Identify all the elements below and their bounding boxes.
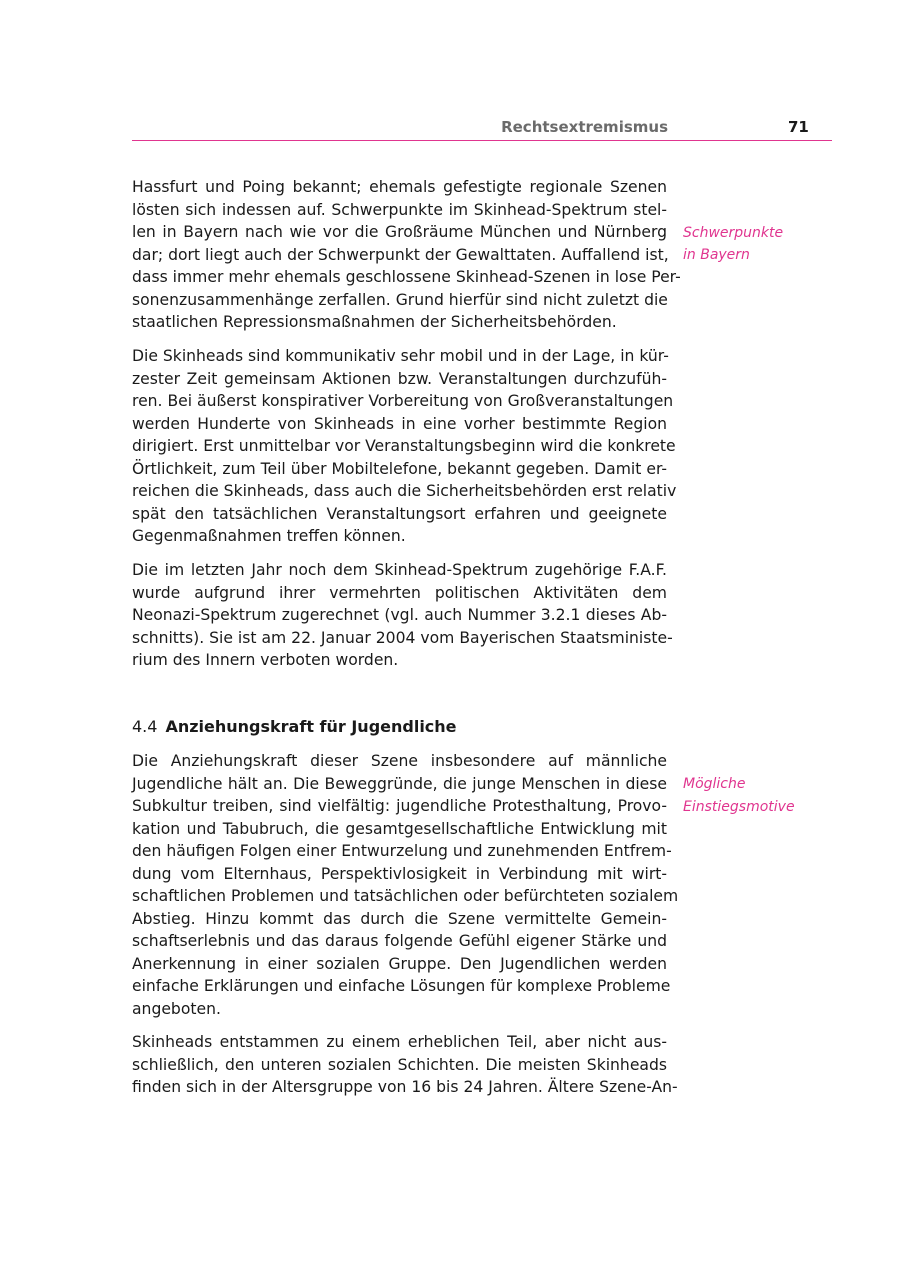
text-line: dung vom Elternhaus, Perspektivlosigkeit in Verbindung mit wirt- <box>132 865 667 883</box>
text-line: Subkultur treiben, sind vielfältig: jugendliche Protesthaltung, Provo- <box>132 797 667 815</box>
text-line: wurde aufgrund ihrer vermehrten politischen Aktivitäten dem <box>132 584 667 602</box>
text-line: dirigiert. Erst unmittelbar vor Veranstaltungsbeginn wird die konkrete <box>132 437 676 455</box>
text-line: Örtlichkeit, zum Teil über Mobiltelefone, bekannt gegeben. Damit er- <box>132 460 667 478</box>
text-line: lösten sich indessen auf. Schwerpunkte im Skinhead-Spektrum stel- <box>132 201 667 219</box>
text-line: schnitts). Sie ist am 22. Januar 2004 vom Bayerischen Staatsministe- <box>132 629 673 647</box>
text-line: Skinheads entstammen zu einem erheblichen Teil, aber nicht aus- <box>132 1033 667 1051</box>
text-line: rium des Innern verboten worden. <box>132 651 399 669</box>
text-line: reichen die Skinheads, dass auch die Sicherheitsbehörden erst relativ <box>132 482 677 500</box>
margin-note-line: Mögliche <box>683 776 746 792</box>
text-line: zester Zeit gemeinsam Aktionen bzw. Veranstaltungen durchzufüh- <box>132 370 667 388</box>
text-line: Die im letzten Jahr noch dem Skinhead-Spektrum zugehörige F.A.F. <box>132 561 667 579</box>
text-line: len in Bayern nach wie vor die Großräume München und Nürnberg <box>132 223 667 241</box>
text-line: ren. Bei äußerst konspirativer Vorbereitung von Großveranstaltungen <box>132 392 674 410</box>
text-line: Neonazi-Spektrum zugerechnet (vgl. auch Nummer 3.2.1 dieses Ab- <box>132 606 667 624</box>
text-line: dar; dort liegt auch der Schwerpunkt der Gewalttaten. Auffallend ist, <box>132 246 669 264</box>
text-line: dass immer mehr ehemals geschlossene Skinhead-Szenen in lose Per- <box>132 268 681 286</box>
text-line: angeboten. <box>132 1000 221 1018</box>
text-line: staatlichen Repressionsmaßnahmen der Sicherheitsbehörden. <box>132 313 617 331</box>
text-line: Gegenmaßnahmen treffen können. <box>132 527 406 545</box>
page-number: 71 <box>788 118 809 136</box>
section-heading <box>132 716 457 738</box>
text-line: finden sich in der Altersgruppe von 16 bis 24 Jahren. Ältere Szene-An- <box>132 1078 678 1096</box>
section-number: 4.4 <box>132 717 158 736</box>
text-line: einfache Erklärungen und einfache Lösungen für komplexe Probleme <box>132 977 671 995</box>
margin-note-line: Einstiegsmotive <box>683 799 795 815</box>
header-rule <box>132 140 832 141</box>
running-title: Rechtsextremismus <box>501 118 668 136</box>
text-line: Jugendliche hält an. Die Beweggründe, die junge Menschen in diese <box>132 775 667 793</box>
text-line: schaftlichen Problemen und tatsächlichen oder befürchteten sozialem <box>132 887 679 905</box>
margin-note-line: Schwerpunkte <box>683 225 784 241</box>
text-line: Die Skinheads sind kommunikativ sehr mobil und in der Lage, in kür- <box>132 347 669 365</box>
text-line: Anerkennung in einer sozialen Gruppe. Den Jugendlichen werden <box>132 955 667 973</box>
text-line: Abstieg. Hinzu kommt das durch die Szene vermittelte Gemein- <box>132 910 667 928</box>
text-line: sonenzusammenhänge zerfallen. Grund hierfür sind nicht zuletzt die <box>132 291 668 309</box>
text-line: kation und Tabubruch, die gesamtgesellschaftliche Entwicklung mit <box>132 820 667 838</box>
text-line: den häufigen Folgen einer Entwurzelung und zunehmenden Entfrem- <box>132 842 672 860</box>
section-title: Anziehungskraft für Jugendliche <box>165 717 457 736</box>
margin-note-line: in Bayern <box>683 247 750 263</box>
text-line: Die Anziehungskraft dieser Szene insbesondere auf männliche <box>132 752 667 770</box>
text-line: werden Hunderte von Skinheads in eine vorher bestimmte Region <box>132 415 667 433</box>
text-line: spät den tatsächlichen Veranstaltungsort erfahren und geeignete <box>132 505 667 523</box>
text-line: Hassfurt und Poing bekannt; ehemals gefestigte regionale Szenen <box>132 178 667 196</box>
text-line: schließlich, den unteren sozialen Schichten. Die meisten Skinheads <box>132 1056 667 1074</box>
text-line: schaftserlebnis und das daraus folgende Gefühl eigener Stärke und <box>132 932 667 950</box>
